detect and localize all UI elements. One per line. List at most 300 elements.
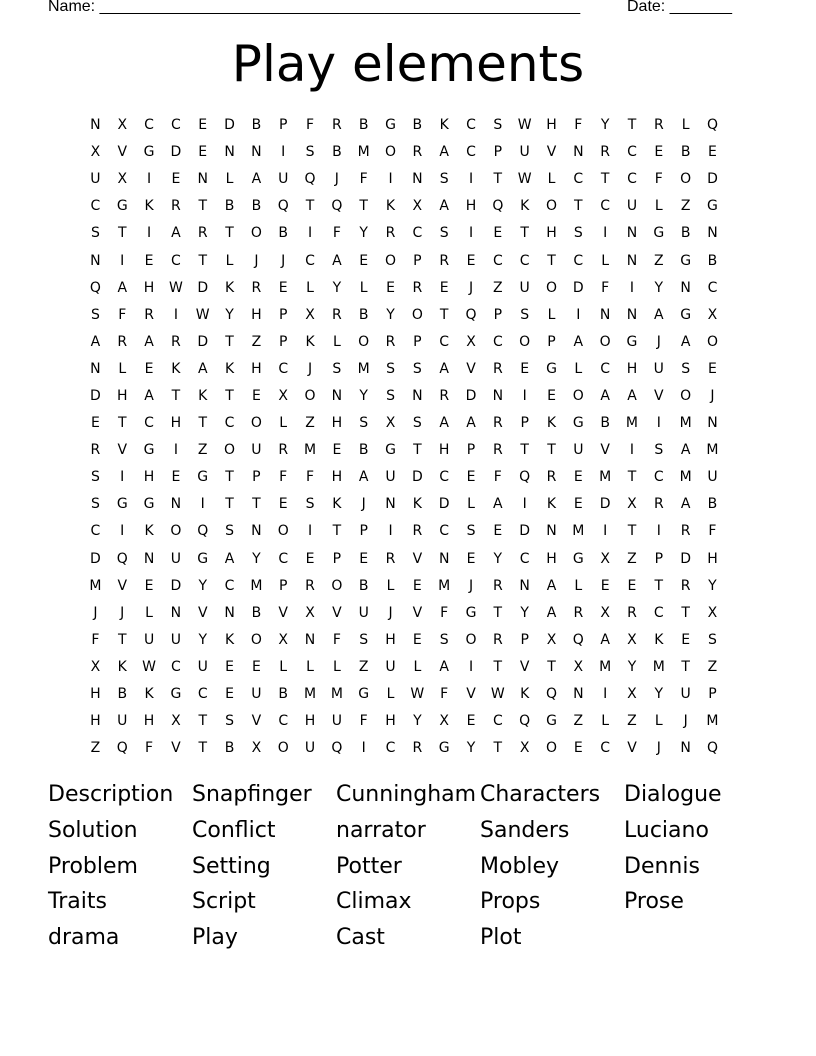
grid-letter: H [385, 631, 396, 648]
grid-letter: E [251, 387, 261, 404]
grid-letter: X [600, 550, 610, 567]
grid-letter: Y [520, 604, 529, 621]
grid-letter: N [626, 225, 638, 242]
word-list-item: Prose [624, 889, 684, 915]
grid-letter: C [90, 198, 101, 215]
grid-letter: R [305, 577, 315, 594]
grid-letter: O [331, 577, 343, 594]
grid-letter: O [385, 144, 397, 161]
grid-letter: R [412, 740, 423, 757]
grid-letter: G [546, 713, 557, 730]
grid-letter: D [224, 117, 235, 134]
grid-letter: V [117, 577, 128, 594]
grid-letter: P [708, 686, 717, 703]
grid-letter: R [653, 117, 664, 134]
header-line [48, 0, 748, 20]
word-list-item: Play [192, 925, 238, 951]
grid-letter: T [547, 442, 556, 459]
grid-letter: R [492, 631, 503, 648]
grid-letter: T [171, 387, 181, 404]
grid-letter: Y [654, 686, 664, 703]
grid-letter: S [386, 387, 395, 404]
grid-letter: F [654, 171, 663, 188]
grid-letter: O [250, 415, 262, 432]
grid-letter: N [707, 225, 718, 242]
grid-letter: F [91, 631, 100, 648]
grid-letter: X [573, 658, 584, 675]
grid-letter: B [278, 225, 289, 242]
grid-letter: G [653, 225, 665, 242]
grid-letter: L [306, 658, 314, 675]
grid-letter: O [545, 740, 557, 757]
grid-letter: R [385, 333, 396, 350]
grid-letter: S [359, 631, 369, 648]
grid-letter: I [173, 306, 178, 323]
grid-letter: W [490, 686, 505, 703]
grid-letter: A [439, 144, 449, 161]
grid-letter: M [679, 415, 692, 432]
grid-row [82, 518, 742, 545]
grid-letter: T [225, 225, 234, 242]
grid-row [82, 708, 742, 735]
grid-letter: S [493, 117, 503, 134]
grid-letter: M [599, 469, 612, 486]
grid-letter: N [573, 686, 584, 703]
grid-letter: Z [251, 333, 262, 350]
grid-letter: P [278, 577, 288, 594]
grid-letter: J [93, 604, 98, 621]
grid-letter: A [546, 604, 557, 621]
grid-letter: K [117, 658, 127, 675]
grid-letter: R [197, 225, 208, 242]
grid-letter: K [520, 686, 530, 703]
grid-letter: A [680, 496, 691, 513]
grid-letter: E [708, 360, 717, 377]
grid-letter: K [332, 496, 342, 513]
grid-letter: M [652, 658, 665, 675]
grid-letter: G [143, 442, 155, 459]
grid-letter: S [439, 631, 449, 648]
grid-letter: Q [331, 740, 343, 757]
word-search-grid [82, 112, 742, 760]
grid-letter: L [467, 496, 475, 513]
grid-letter: F [574, 117, 583, 134]
grid-letter: E [305, 550, 315, 567]
grid-letter: R [332, 117, 342, 134]
grid-letter: E [654, 144, 664, 161]
grid-letter: L [574, 577, 583, 594]
grid-letter: V [466, 360, 476, 377]
grid-letter: Z [573, 713, 584, 730]
grid-letter: K [546, 415, 557, 432]
grid-letter: M [330, 686, 343, 703]
grid-letter: S [466, 523, 476, 540]
grid-letter: A [546, 577, 557, 594]
grid-letter: M [303, 686, 317, 703]
grid-letter: H [707, 550, 718, 567]
grid-letter: S [439, 171, 449, 188]
grid-letter: X [385, 415, 396, 432]
grid-row [82, 112, 742, 139]
grid-row [82, 627, 742, 654]
grid-letter: H [331, 469, 343, 486]
grid-letter: I [629, 279, 635, 296]
grid-letter: D [90, 550, 101, 567]
grid-letter: E [198, 117, 208, 134]
grid-letter: G [385, 442, 396, 459]
grid-letter: C [653, 604, 664, 621]
grid-letter: P [413, 333, 422, 350]
grid-letter: C [224, 415, 235, 432]
grid-letter: O [250, 631, 262, 648]
grid-letter: N [90, 360, 101, 377]
grid-letter: E [412, 631, 422, 648]
grid-letter: K [171, 360, 181, 377]
grid-letter: C [144, 117, 154, 134]
grid-letter: U [519, 144, 530, 161]
grid-letter: E [144, 252, 154, 269]
grid-letter: I [307, 225, 313, 242]
grid-letter: K [385, 198, 396, 215]
grid-letter: M [572, 523, 585, 540]
grid-letter: C [573, 171, 584, 188]
grid-letter: C [90, 523, 101, 540]
grid-letter: C [466, 144, 476, 161]
grid-letter: C [171, 252, 181, 269]
grid-letter: O [304, 387, 316, 404]
grid-letter: S [412, 360, 422, 377]
grid-letter: C [519, 550, 530, 567]
grid-letter: V [519, 658, 530, 675]
grid-letter: F [279, 469, 288, 486]
grid-row [82, 464, 742, 491]
grid-letter: B [680, 225, 691, 242]
grid-letter: Q [331, 198, 343, 215]
grid-letter: U [626, 198, 638, 215]
word-list-item: Conflict [192, 817, 276, 843]
grid-letter: V [466, 686, 476, 703]
grid-letter: R [680, 523, 691, 540]
grid-row [82, 410, 742, 437]
grid-letter: C [627, 171, 637, 188]
word-list-item: Luciano [624, 817, 709, 843]
grid-letter: H [465, 198, 477, 215]
grid-letter: R [171, 198, 181, 215]
grid-letter: Q [116, 740, 128, 757]
grid-letter: C [278, 713, 289, 730]
grid-letter: Q [89, 279, 101, 296]
grid-letter: E [359, 550, 369, 567]
grid-letter: K [412, 496, 422, 513]
grid-letter: E [439, 279, 449, 296]
grid-letter: R [385, 550, 396, 567]
grid-letter: U [90, 171, 101, 188]
word-list-item: Cast [336, 925, 385, 951]
grid-letter: S [90, 469, 100, 486]
grid-letter: S [412, 415, 422, 432]
grid-letter: Z [493, 279, 503, 296]
grid-letter: A [144, 387, 154, 404]
grid-letter: D [411, 469, 423, 486]
grid-letter: B [600, 415, 610, 432]
grid-letter: T [493, 604, 503, 621]
grid-letter: F [601, 279, 610, 296]
grid-letter: L [601, 713, 610, 730]
grid-letter: U [304, 740, 316, 757]
grid-letter: Y [332, 279, 342, 296]
grid-letter: F [708, 523, 717, 540]
grid-letter: E [466, 469, 476, 486]
grid-letter: J [710, 387, 715, 404]
grid-letter: Y [708, 577, 717, 594]
grid-letter: O [706, 333, 718, 350]
grid-letter: A [90, 333, 101, 350]
grid-letter: Q [519, 469, 531, 486]
grid-letter: J [468, 279, 474, 296]
grid-letter: T [520, 225, 529, 242]
grid-letter: I [120, 252, 125, 269]
grid-letter: V [546, 144, 557, 161]
grid-letter: E [225, 658, 234, 675]
grid-letter: K [439, 117, 449, 134]
grid-letter: T [547, 658, 556, 675]
grid-letter: K [546, 496, 557, 513]
grid-letter: F [359, 713, 368, 730]
grid-letter: A [144, 333, 154, 350]
grid-letter: M [625, 415, 639, 432]
grid-letter: A [600, 631, 610, 648]
grid-letter: D [197, 333, 209, 350]
grid-letter: P [493, 144, 503, 161]
grid-letter: S [225, 713, 234, 730]
grid-letter: N [519, 577, 530, 594]
grid-letter: E [573, 740, 583, 757]
grid-letter: X [519, 740, 530, 757]
grid-letter: H [331, 415, 343, 432]
grid-letter: W [195, 306, 210, 323]
grid-letter: M [357, 144, 370, 161]
grid-letter: I [576, 306, 581, 323]
grid-letter: E [278, 496, 288, 513]
grid-letter: B [707, 496, 718, 513]
grid-letter: T [117, 225, 127, 242]
grid-letter: T [493, 658, 503, 675]
grid-row [82, 437, 742, 464]
grid-letter: X [412, 198, 423, 215]
grid-letter: C [144, 415, 154, 432]
grid-letter: C [171, 117, 181, 134]
grid-letter: N [599, 306, 611, 323]
grid-letter: I [522, 496, 527, 513]
word-list-item: Climax [336, 889, 412, 915]
grid-letter: J [254, 252, 259, 269]
grid-letter: A [439, 658, 449, 675]
grid-letter: N [170, 604, 182, 621]
grid-letter: R [653, 496, 664, 513]
grid-letter: A [466, 415, 476, 432]
grid-letter: O [680, 171, 692, 188]
grid-letter: J [683, 713, 688, 730]
grid-row [82, 383, 742, 410]
grid-letter: R [627, 604, 637, 621]
grid-letter: R [251, 279, 262, 296]
grid-letter: P [252, 469, 261, 486]
grid-letter: A [627, 387, 637, 404]
grid-letter: B [251, 198, 262, 215]
grid-letter: E [681, 631, 691, 648]
grid-letter: R [439, 387, 450, 404]
grid-letter: S [359, 415, 369, 432]
grid-letter: T [198, 198, 207, 215]
grid-letter: N [197, 171, 208, 188]
grid-letter: E [412, 577, 422, 594]
grid-letter: A [171, 225, 181, 242]
grid-letter: G [116, 496, 128, 513]
grid-letter: C [492, 252, 503, 269]
grid-letter: J [468, 577, 474, 594]
grid-letter: Q [116, 550, 128, 567]
grid-letter: C [492, 333, 503, 350]
grid-letter: U [170, 631, 182, 648]
grid-letter: U [385, 469, 396, 486]
grid-letter: E [225, 686, 234, 703]
grid-letter: G [680, 252, 692, 269]
grid-letter: H [170, 415, 182, 432]
grid-letter: U [573, 442, 584, 459]
grid-letter: R [385, 225, 396, 242]
grid-letter: O [385, 252, 397, 269]
grid-letter: B [358, 117, 369, 134]
grid-letter: E [627, 577, 637, 594]
grid-letter: T [225, 469, 234, 486]
grid-letter: U [385, 658, 396, 675]
grid-letter: O [411, 306, 423, 323]
grid-letter: E [493, 523, 503, 540]
grid-letter: W [142, 658, 156, 675]
grid-letter: N [251, 144, 262, 161]
word-list-item: Solution [48, 817, 138, 843]
grid-letter: I [603, 686, 608, 703]
grid-letter: V [278, 604, 288, 621]
grid-letter: L [359, 279, 368, 296]
grid-letter: T [493, 740, 503, 757]
grid-letter: F [306, 469, 315, 486]
grid-letter: N [412, 387, 423, 404]
grid-letter: L [654, 713, 663, 730]
grid-letter: T [520, 442, 529, 459]
word-list-item: Description [48, 782, 174, 807]
grid-letter: I [468, 171, 474, 188]
grid-letter: U [519, 279, 530, 296]
grid-letter: Y [413, 713, 422, 730]
grid-letter: J [120, 604, 125, 621]
word-list-item: Cunningham [336, 782, 477, 807]
grid-letter: D [519, 523, 531, 540]
grid-letter: G [680, 306, 692, 323]
grid-letter: T [681, 604, 690, 621]
grid-letter: P [466, 442, 476, 459]
grid-letter: T [225, 496, 234, 513]
grid-letter: B [680, 144, 691, 161]
grid-letter: V [117, 442, 128, 459]
grid-letter: P [359, 523, 368, 540]
grid-letter: V [197, 604, 208, 621]
grid-letter: I [361, 740, 366, 757]
grid-letter: A [224, 550, 235, 567]
grid-letter: X [466, 333, 476, 350]
grid-letter: P [278, 306, 288, 323]
grid-letter: F [306, 117, 315, 134]
grid-letter: I [656, 415, 661, 432]
grid-letter: Y [493, 550, 503, 567]
grid-letter: W [410, 686, 425, 703]
word-list-item: Props [480, 889, 541, 915]
grid-letter: L [118, 360, 127, 377]
grid-letter: A [439, 198, 449, 215]
grid-letter: N [707, 415, 718, 432]
grid-letter: F [359, 171, 368, 188]
grid-letter: C [600, 360, 611, 377]
grid-letter: N [438, 550, 450, 567]
grid-letter: Y [198, 577, 207, 594]
grid-letter: G [116, 198, 128, 215]
grid-letter: E [251, 658, 261, 675]
grid-letter: P [520, 415, 529, 432]
grid-letter: I [200, 496, 205, 513]
grid-letter: N [170, 496, 182, 513]
grid-letter: K [144, 686, 154, 703]
grid-letter: L [654, 198, 663, 215]
grid-letter: X [627, 631, 637, 648]
grid-letter: Z [197, 442, 208, 459]
grid-letter: L [386, 577, 395, 594]
grid-letter: V [627, 740, 637, 757]
grid-letter: Y [386, 306, 395, 323]
grid-letter: I [120, 469, 125, 486]
grid-letter: E [90, 415, 100, 432]
grid-letter: M [706, 713, 719, 730]
grid-letter: D [680, 550, 692, 567]
grid-letter: V [171, 740, 181, 757]
page-title: Play elements [231, 35, 585, 93]
grid-letter: L [547, 306, 556, 323]
grid-letter: S [681, 360, 691, 377]
grid-letter: L [225, 171, 234, 188]
word-list-item: Script [192, 889, 256, 915]
grid-letter: T [654, 577, 664, 594]
grid-letter: T [117, 415, 127, 432]
name-field-label: Name: ______________________________________________________ [48, 0, 581, 15]
grid-letter: X [439, 713, 449, 730]
grid-letter: N [90, 252, 101, 269]
word-list-item: Potter [336, 853, 402, 879]
grid-letter: E [171, 171, 181, 188]
grid-letter: T [600, 171, 610, 188]
grid-letter: N [224, 604, 235, 621]
grid-row [82, 193, 742, 220]
grid-letter: K [305, 333, 315, 350]
grid-letter: X [117, 171, 128, 188]
grid-letter: G [438, 740, 450, 757]
grid-letter: C [439, 469, 450, 486]
grid-letter: X [278, 387, 288, 404]
grid-letter: D [465, 387, 477, 404]
grid-letter: Y [654, 279, 664, 296]
grid-letter: M [89, 577, 102, 594]
grid-row [82, 302, 742, 329]
word-list-item: Setting [192, 853, 271, 879]
grid-letter: V [332, 604, 342, 621]
